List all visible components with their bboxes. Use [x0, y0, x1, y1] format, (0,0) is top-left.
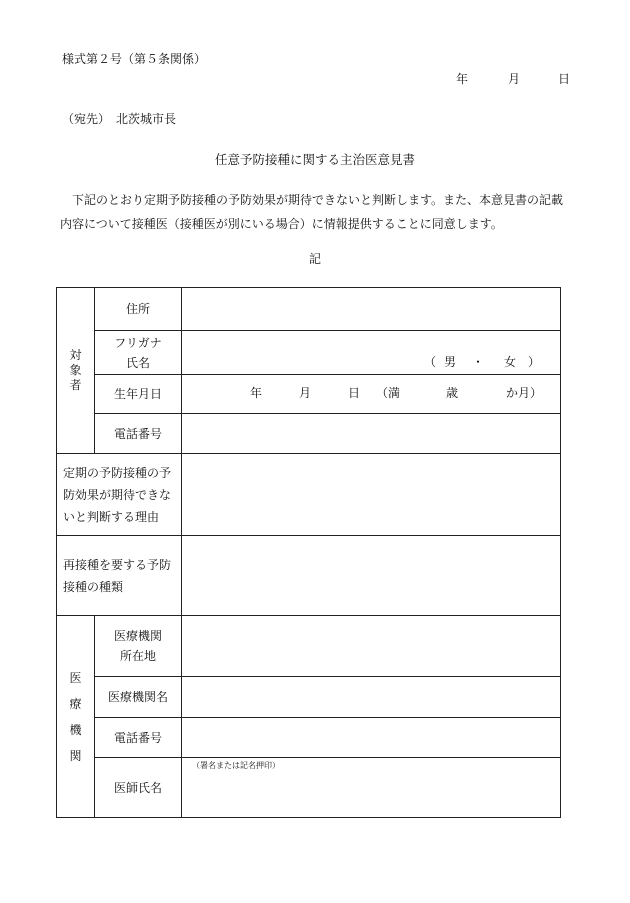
- reason-label: 定期の予防接種の予防効果が期待できないと判断する理由: [57, 454, 182, 536]
- medical-phone-field[interactable]: [182, 718, 561, 758]
- date-day-label: 日: [558, 72, 571, 86]
- ki-heading: 記: [308, 252, 321, 266]
- doctor-row: [57, 758, 561, 818]
- medical-group-label: 医 療 機 関: [57, 616, 95, 818]
- medical-location-field[interactable]: [182, 616, 561, 677]
- sex-open: （: [424, 355, 437, 369]
- date-year-label: 年: [456, 72, 469, 86]
- dob-day-label: 日: [348, 386, 361, 400]
- form-number: 様式第２号（第５条関係）: [62, 52, 207, 66]
- medical-name-row: [57, 677, 561, 718]
- signature-note: （署名または記名押印）: [192, 761, 280, 770]
- furigana-label: フリガナ: [114, 335, 162, 350]
- doctor-name-label: 医師氏名: [95, 758, 182, 818]
- sex-separator: ・: [472, 355, 485, 369]
- dob-age-years-label: 歳: [446, 386, 459, 400]
- reason-row: [57, 454, 561, 536]
- medical-phone-label: 電話番号: [95, 718, 182, 758]
- medical-name-field[interactable]: [182, 677, 561, 718]
- revaccination-field[interactable]: [182, 536, 561, 616]
- opinion-form-table: [56, 287, 561, 818]
- dob-label: 生年月日: [95, 375, 182, 414]
- subject-phone-field[interactable]: [182, 414, 561, 454]
- medical-name-label: 医療機関名: [95, 677, 182, 718]
- revaccination-label: 再接種を要する予防接種の種類: [57, 536, 182, 616]
- name-label-cell: [95, 331, 182, 375]
- dob-month-label: 月: [299, 386, 312, 400]
- reason-field[interactable]: [182, 454, 561, 536]
- address-field[interactable]: [182, 288, 561, 331]
- medical-location-label-cell: [95, 616, 182, 677]
- subject-name-row: [57, 331, 561, 375]
- page-title: 任意予防接種に関する主治医意見書: [214, 152, 415, 167]
- subject-address-row: [57, 288, 561, 331]
- medical-location-label-1: 医療機関: [113, 629, 162, 643]
- medical-location-row: [57, 616, 561, 677]
- revaccination-row: [57, 536, 561, 616]
- dob-year-label: 年: [250, 386, 263, 400]
- medical-phone-row: [57, 718, 561, 758]
- subject-dob-row: [57, 375, 561, 414]
- dob-age-open: （満: [376, 386, 401, 400]
- sex-option-female[interactable]: 女: [504, 355, 517, 369]
- doctor-name-field[interactable]: [182, 758, 561, 818]
- address-label: 住所: [95, 288, 182, 331]
- dob-field[interactable]: [182, 375, 561, 414]
- intro-paragraph: 下記のとおり定期予防接種の予防効果が期待できないと判断します。また、本意見書の記載内容について接種医（接種医が別にいる場合）に情報提供することに同意します。: [60, 193, 564, 231]
- subject-phone-row: [57, 414, 561, 454]
- subject-group-label: 対 象 者: [57, 288, 95, 454]
- name-label: 氏名: [125, 355, 150, 370]
- dob-age-months-label: か月）: [506, 386, 543, 400]
- addressee: （宛先） 北茨城市長: [62, 112, 177, 126]
- name-field[interactable]: [182, 331, 561, 375]
- medical-location-label-2: 所在地: [119, 649, 156, 663]
- sex-close: ）: [528, 355, 541, 369]
- date-month-label: 月: [508, 72, 521, 86]
- subject-phone-label: 電話番号: [95, 414, 182, 454]
- sex-option-male[interactable]: 男: [444, 355, 457, 369]
